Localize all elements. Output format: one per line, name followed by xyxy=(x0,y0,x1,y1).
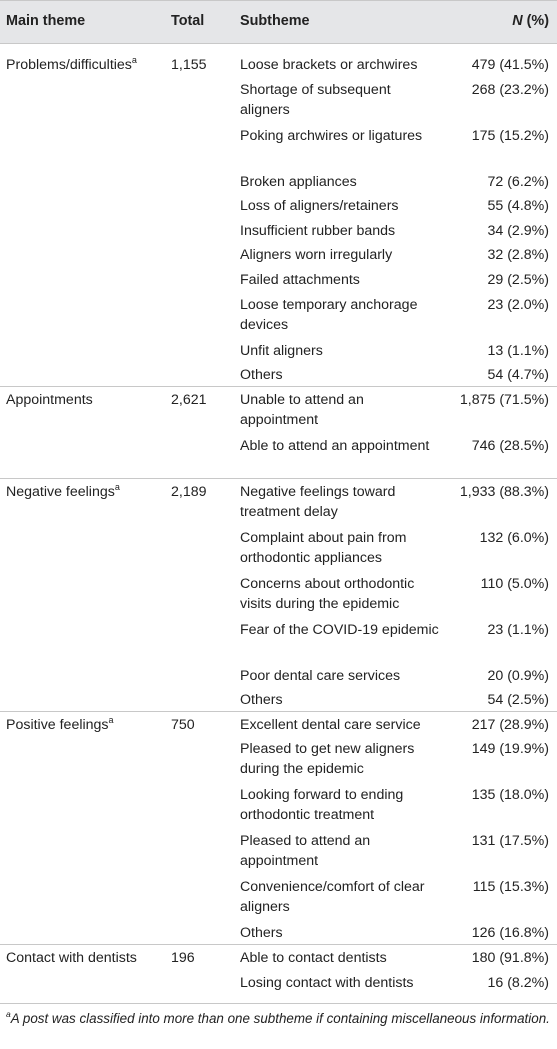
n-percent-cell: 479 (41.5%) xyxy=(471,57,549,73)
main-theme-label: Appointments xyxy=(6,392,93,408)
subtheme-cell: Unable to attend an appointment xyxy=(240,392,364,428)
total-cell: 196 xyxy=(171,950,195,966)
subtheme-cell: Others xyxy=(240,692,283,708)
subtheme-cell: Pleased to attend an appointment xyxy=(240,833,371,869)
n-percent-cell: 20 (0.9%) xyxy=(487,668,549,684)
footnote-text: A post was classified into more than one subtheme if containing miscellaneous information. xyxy=(10,1011,550,1026)
subtheme-cell: Shortage of subsequent aligners xyxy=(240,82,391,118)
n-percent-cell: 131 (17.5%) xyxy=(471,833,549,849)
subtheme-cell: Concerns about orthodontic visits during the epidemic xyxy=(240,576,415,612)
subtheme-cell: Excellent dental care service xyxy=(240,717,421,733)
subtheme-cell: Complaint about pain from orthodontic appliances xyxy=(240,530,407,566)
main-theme-cell xyxy=(6,55,137,75)
total-cell: 1,155 xyxy=(171,57,207,73)
subtheme-cell: Looking forward to ending orthodontic treatment xyxy=(240,787,404,823)
subtheme-cell: Loose temporary anchorage devices xyxy=(240,297,418,333)
table-header xyxy=(0,0,557,44)
total-cell: 2,621 xyxy=(171,392,207,408)
subtheme-cell: Loss of aligners/retainers xyxy=(240,198,399,214)
main-theme-label: Contact with dentists xyxy=(6,950,137,966)
n-percent-cell: 23 (2.0%) xyxy=(487,297,549,313)
header-total: Total xyxy=(171,13,205,29)
main-theme-cell xyxy=(6,948,137,968)
header-percent: (%) xyxy=(522,13,549,29)
subtheme-cell: Negative feelings toward treatment delay xyxy=(240,484,396,520)
footnote-marker: a xyxy=(131,55,137,65)
n-percent-cell: 23 (1.1%) xyxy=(487,622,549,638)
subtheme-cell: Poking archwires or ligatures xyxy=(240,128,423,144)
n-percent-cell: 175 (15.2%) xyxy=(471,128,549,144)
n-percent-cell: 1,875 (71.5%) xyxy=(459,392,549,408)
main-theme-cell xyxy=(6,715,114,735)
main-theme-label: Negative feelings xyxy=(6,484,115,500)
n-percent-cell: 135 (18.0%) xyxy=(471,787,549,803)
total-cell: 750 xyxy=(171,717,195,733)
n-percent-cell: 180 (91.8%) xyxy=(471,950,549,966)
subtheme-cell: Able to contact dentists xyxy=(240,950,387,966)
n-percent-cell: 16 (8.2%) xyxy=(487,975,549,991)
n-percent-cell: 55 (4.8%) xyxy=(487,198,549,214)
header-subtheme: Subtheme xyxy=(240,13,310,29)
subtheme-cell: Losing contact with dentists xyxy=(240,975,414,991)
n-percent-cell: 132 (6.0%) xyxy=(479,530,549,546)
main-theme-label: Problems/difficulties xyxy=(6,57,132,73)
total-cell: 2,189 xyxy=(171,484,207,500)
main-theme-cell xyxy=(6,390,93,410)
n-percent-cell: 72 (6.2%) xyxy=(487,174,549,190)
subtheme-cell: Broken appliances xyxy=(240,174,357,190)
n-percent-cell: 54 (2.5%) xyxy=(487,692,549,708)
group-divider xyxy=(0,386,557,387)
footnote-marker: a xyxy=(6,1009,11,1019)
subtheme-cell: Others xyxy=(240,367,283,383)
n-percent-cell: 32 (2.8%) xyxy=(487,247,549,263)
header-n-percent xyxy=(512,13,549,29)
subtheme-cell: Failed attachments xyxy=(240,272,360,288)
header-n: N xyxy=(512,13,523,29)
table-footnote xyxy=(0,1003,557,1028)
main-theme-label: Positive feelings xyxy=(6,717,109,733)
n-percent-cell: 1,933 (88.3%) xyxy=(459,484,549,500)
subtheme-cell: Insufficient rubber bands xyxy=(240,223,396,239)
n-percent-cell: 746 (28.5%) xyxy=(471,438,549,454)
main-theme-cell xyxy=(6,482,120,502)
n-percent-cell: 268 (23.2%) xyxy=(471,82,549,98)
header-main-theme: Main theme xyxy=(6,13,86,29)
subtheme-cell: Convenience/comfort of clear aligners xyxy=(240,879,425,915)
subtheme-cell: Pleased to get new aligners during the epidemic xyxy=(240,741,415,777)
n-percent-cell: 217 (28.9%) xyxy=(471,717,549,733)
subtheme-cell: Aligners worn irregularly xyxy=(240,247,393,263)
subtheme-cell: Unfit aligners xyxy=(240,343,323,359)
n-percent-cell: 13 (1.1%) xyxy=(487,343,549,359)
n-percent-cell: 110 (5.0%) xyxy=(480,576,549,592)
footnote-marker: a xyxy=(108,715,114,725)
group-divider xyxy=(0,711,557,712)
n-percent-cell: 34 (2.9%) xyxy=(487,223,549,239)
n-percent-cell: 126 (16.8%) xyxy=(471,925,549,941)
subtheme-cell: Able to attend an appointment xyxy=(240,438,430,454)
subtheme-cell: Loose brackets or archwires xyxy=(240,57,418,73)
group-divider xyxy=(0,478,557,479)
n-percent-cell: 54 (4.7%) xyxy=(487,367,549,383)
subtheme-cell: Fear of the COVID-19 epidemic xyxy=(240,622,439,638)
n-percent-cell: 29 (2.5%) xyxy=(487,272,549,288)
n-percent-cell: 115 (15.3%) xyxy=(472,879,549,895)
group-divider xyxy=(0,944,557,945)
subtheme-cell: Poor dental care services xyxy=(240,668,401,684)
subtheme-cell: Others xyxy=(240,925,283,941)
n-percent-cell: 149 (19.9%) xyxy=(471,741,549,757)
footnote-marker: a xyxy=(114,482,120,492)
